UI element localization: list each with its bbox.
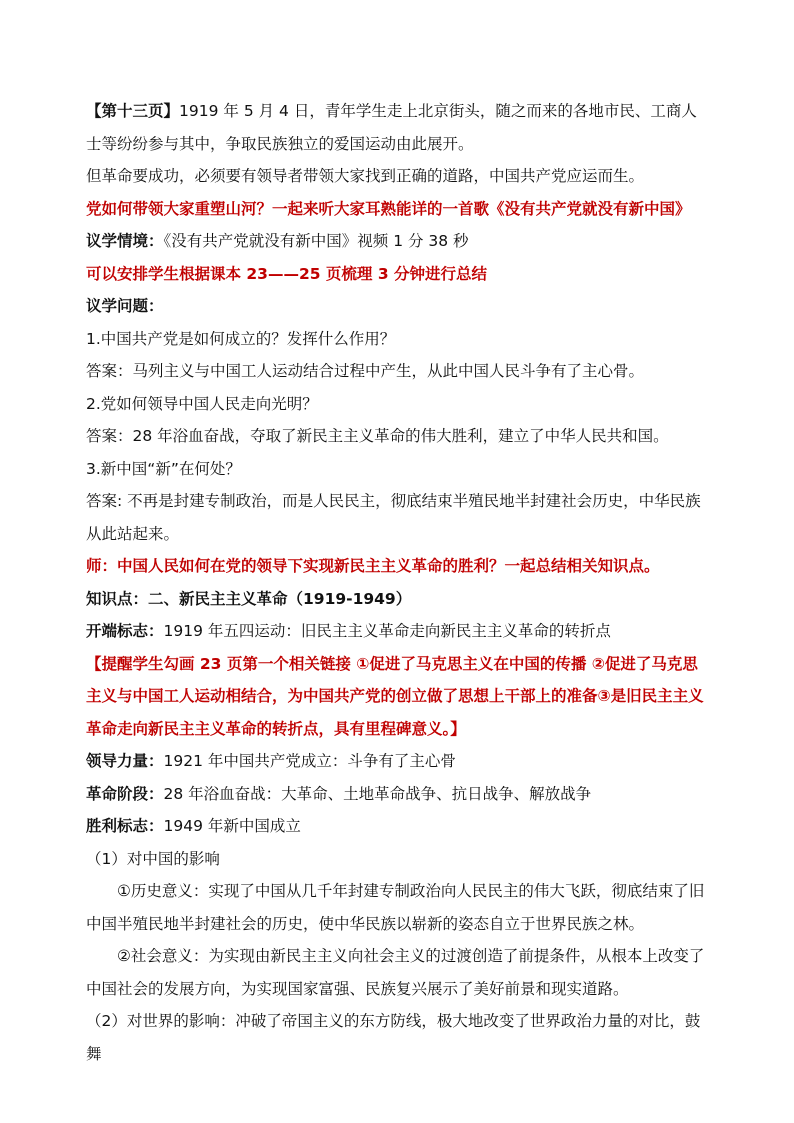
- victory-label: 胜利标志：: [86, 817, 164, 835]
- start-text: 1919 年五四运动：旧民主主义革命走向新民主主义革命的转折点: [163, 622, 611, 640]
- impact-world: （2）对世界的影响：冲破了帝国主义的东方防线，极大地改变了世界政治力量的对比，鼓舞: [86, 1012, 701, 1063]
- start-label: 开端标志：: [86, 622, 164, 640]
- scenario-text: 《没有共产党就没有新中国》视频 1 分 38 秒: [163, 232, 469, 250]
- question-2: 2.党如何领导中国人民走向光明？: [86, 394, 318, 413]
- paragraph-intro: [86, 95, 712, 160]
- stage-text: 28 年浴血奋战：大革命、土地革命战争、抗日战争、解放战争: [163, 784, 592, 803]
- page-tag: 【第十三页】: [86, 102, 180, 120]
- victory-text: 1949 年新中国成立: [163, 817, 301, 835]
- teaching-note: 可以安排学生根据课本 23——25 页梳理 3 分钟进行总结: [86, 264, 488, 283]
- start-marker: [86, 615, 712, 648]
- song-prompt: 党如何带领大家重塑山河？一起来听大家耳熟能详的一首歌《没有共产党就没有新中国》: [86, 199, 691, 218]
- social-significance: ②社会意义：为实现由新民主主义向社会主义的过渡创造了前提条件，从根本上改变了中国社会的发展方向，为实现国家富强、民族复兴展示了美好前景和现实道路。: [86, 947, 705, 998]
- victory-marker: [86, 810, 712, 843]
- intro-text: 1919 年 5 月 4 日，青年学生走上北京街头，随之而来的各地市民、工商人士等纷纷参与其中，争取民族独立的爱国运动由此展开。: [86, 102, 697, 153]
- discussion-scenario: [86, 225, 712, 258]
- question-3: 3.新中国“新”在何处？: [86, 459, 241, 478]
- paragraph-party-born: 但革命要成功，必须要有领导者带领大家找到正确的道路，中国共产党应运而生。: [86, 167, 645, 185]
- reminder-note: 【提醒学生勾画 23 页第一个相关链接 ①促进了马克思主义在中国的传播 ②促进了马克思主义与中国工人运动相结合，为中国共产党的创立做了思想上干部上的准备③是旧民主主义革命走向新民主主义革命的转折点，具有里程碑意义。】: [86, 654, 704, 738]
- historical-significance: ①历史意义：实现了中国从几千年封建专制政治向人民民主的伟大飞跃，彻底结束了旧中国半殖民地半封建社会的历史，使中华民族以崭新的姿态自立于世界民族之林。: [86, 882, 705, 933]
- answer-1: 答案：马列主义与中国工人运动结合过程中产生，从此中国人民斗争有了主心骨。: [86, 362, 645, 380]
- knowledge-point-heading: 知识点：二、新民主主义革命（1919-1949）: [86, 589, 412, 608]
- leading-force: [86, 745, 712, 778]
- lead-text: 1921 年中国共产党成立：斗争有了主心骨: [163, 752, 456, 770]
- revolution-stages: [86, 778, 712, 811]
- answer-3: 答案: 不再是封建专制政治，而是人民民主，彻底结束半殖民地半封建社会历史，中华民族从此站起来。: [86, 492, 701, 543]
- question-1: 1.中国共产党是如何成立的？发挥什么作用？: [86, 329, 396, 348]
- scenario-label: 议学情境：: [86, 232, 164, 250]
- discussion-questions-heading: 议学问题：: [86, 297, 164, 315]
- teacher-prompt: 师：中国人民如何在党的领导下实现新民主主义革命的胜利？一起总结相关知识点。: [86, 557, 660, 575]
- impact-china-heading: （1）对中国的影响: [86, 849, 220, 868]
- stage-label: 革命阶段：: [86, 784, 164, 803]
- lead-label: 领导力量：: [86, 752, 164, 770]
- answer-2: 答案：28 年浴血奋战，夺取了新民主主义革命的伟大胜利，建立了中华人民共和国。: [86, 427, 669, 445]
